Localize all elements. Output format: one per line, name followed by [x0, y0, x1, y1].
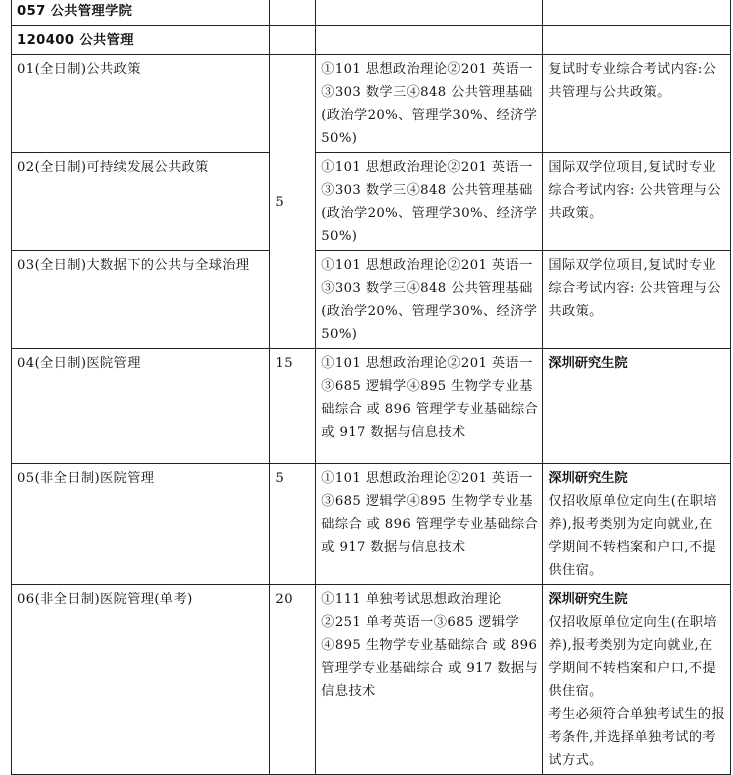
note-cell [543, 464, 731, 585]
note-extra-text: 考生必须符合单独考试生的报考条件,并选择单独考试的考试方式。 [548, 707, 726, 768]
table-row [12, 55, 731, 153]
count-cell: 5 [270, 464, 316, 585]
table-row [12, 251, 731, 349]
count-cell: 20 [270, 585, 316, 775]
exam-cell: ①101 思想政治理论②201 英语一③303 数学三④848 公共管理基础(政治学20%、管理学30%、经济学50%) [316, 153, 543, 251]
table-row [12, 153, 731, 251]
exam-cell: ①101 思想政治理论②201 英语一③303 数学三④848 公共管理基础(政治学20%、管理学30%、经济学50%) [316, 55, 543, 153]
direction-cell: 04(全日制)医院管理 [12, 349, 270, 464]
exam-cell: ①101 思想政治理论②201 英语一③303 数学三④848 公共管理基础(政治学20%、管理学30%、经济学50%) [316, 251, 543, 349]
direction-cell: 02(全日制)可持续发展公共政策 [12, 153, 270, 251]
direction-cell: 05(非全日制)医院管理 [12, 464, 270, 585]
admissions-table [11, 0, 731, 775]
count-cell: 5 [270, 55, 316, 349]
note-cell [543, 349, 731, 464]
note-cell: 国际双学位项目,复试时专业综合考试内容: 公共管理与公共政策。 [543, 251, 731, 349]
college-header: 057 公共管理学院 [12, 0, 270, 26]
exam-cell: ①101 思想政治理论②201 英语一③685 逻辑学④895 生物学专业基础综合 或 896 管理学专业基础综合 或 917 数据与信息技术 [316, 464, 543, 585]
note-cell: 国际双学位项目,复试时专业综合考试内容: 公共管理与公共政策。 [543, 153, 731, 251]
exam-cell: ①111 单独考试思想政治理论②251 单考英语一③685 逻辑学④895 生物学专业基础综合 或 896 管理学专业基础综合 或 917 数据与信息技术 [316, 585, 543, 775]
note-heading: 深圳研究生院 [548, 592, 628, 607]
direction-cell: 01(全日制)公共政策 [12, 55, 270, 153]
count-cell: 15 [270, 349, 316, 464]
table-row [12, 464, 731, 585]
note-text: 仅招收原单位定向生(在职培养),报考类别为定向就业,在学期间不转档案和户口,不提供住宿。 [548, 494, 718, 578]
direction-cell: 06(非全日制)医院管理(单考) [12, 585, 270, 775]
note-cell [543, 585, 731, 775]
major-header: 120400 公共管理 [12, 26, 270, 55]
note-heading: 深圳研究生院 [548, 356, 628, 371]
exam-cell: ①101 思想政治理论②201 英语一③685 逻辑学④895 生物学专业基础综合 或 896 管理学专业基础综合 或 917 数据与信息技术 [316, 349, 543, 464]
table-row [12, 585, 731, 775]
note-cell: 复试时专业综合考试内容:公共管理与公共政策。 [543, 55, 731, 153]
major-header-row [12, 26, 731, 55]
college-header-row [12, 0, 731, 26]
table-row [12, 349, 731, 464]
note-text: 仅招收原单位定向生(在职培养),报考类别为定向就业,在学期间不转档案和户口,不提供住宿。 [548, 615, 718, 699]
direction-cell: 03(全日制)大数据下的公共与全球治理 [12, 251, 270, 349]
note-heading: 深圳研究生院 [548, 471, 628, 486]
